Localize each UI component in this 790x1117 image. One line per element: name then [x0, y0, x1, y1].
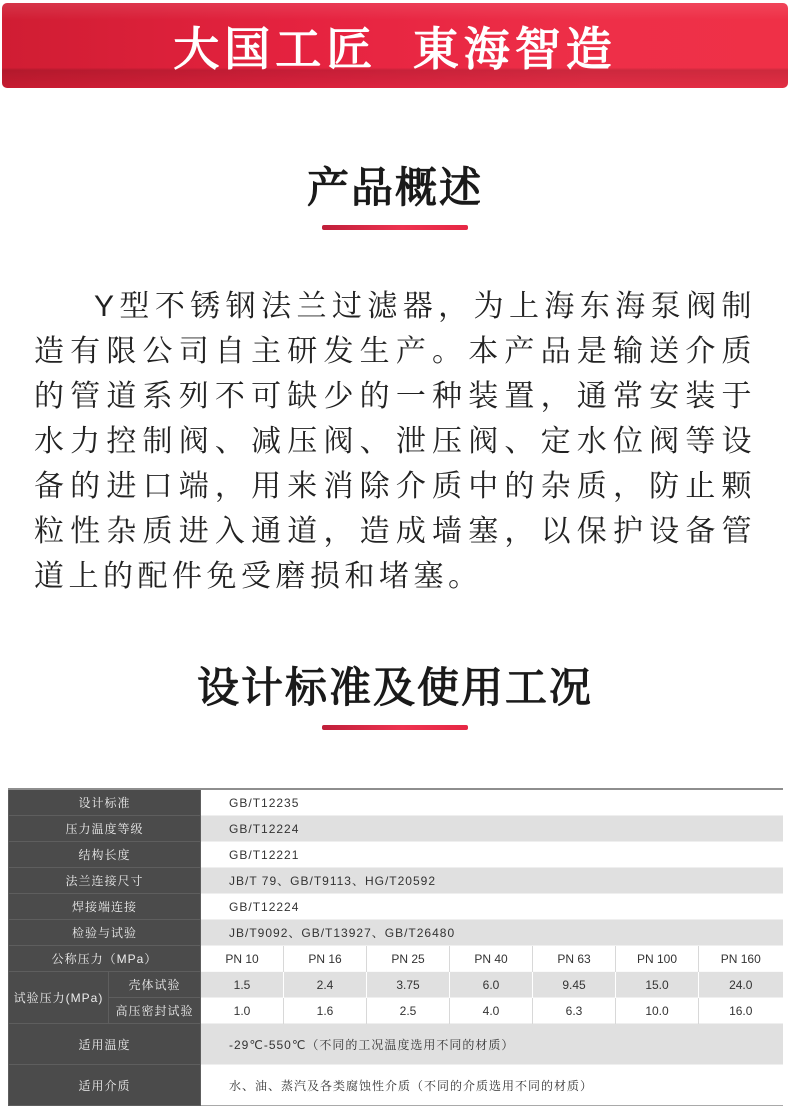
spec-row-inspection-test: [9, 920, 783, 946]
pn-cell: PN 40: [450, 946, 533, 972]
spec-row-shell-test: [9, 972, 783, 998]
spec-value: JB/T9092、GB/T13927、GB/T26480: [201, 920, 783, 946]
pn-cell: PN 16: [284, 946, 367, 972]
value-cell: 10.0: [616, 998, 699, 1024]
value-cell: 3.75: [367, 972, 450, 998]
value-cell: 2.5: [367, 998, 450, 1024]
spec-row-temperature: [9, 1024, 783, 1065]
spec-value: GB/T12221: [201, 842, 783, 868]
heading-underline: [322, 225, 468, 230]
specs-section-head: [0, 665, 790, 730]
spec-row-flange-dims: [9, 868, 783, 894]
value-cell: 24.0: [699, 972, 783, 998]
overview-section-head: [0, 165, 790, 230]
spec-value: GB/T12224: [201, 816, 783, 842]
specs-heading: 设计标准及使用工况: [196, 664, 593, 711]
heading-underline: [322, 725, 468, 730]
spec-label: 适用温度: [9, 1024, 201, 1065]
top-banner: [2, 3, 788, 88]
spec-label: 结构长度: [9, 842, 201, 868]
value-cell: 2.4: [284, 972, 367, 998]
spec-row-structure-length: [9, 842, 783, 868]
spec-label: 焊接端连接: [9, 894, 201, 920]
pn-cell: PN 100: [616, 946, 699, 972]
spec-label: 设计标准: [9, 789, 201, 816]
value-cell: 15.0: [616, 972, 699, 998]
spec-label: 检验与试验: [9, 920, 201, 946]
spec-label: 法兰连接尺寸: [9, 868, 201, 894]
pn-cell: PN 63: [533, 946, 616, 972]
value-cell: 1.6: [284, 998, 367, 1024]
spec-value: GB/T12235: [201, 789, 783, 816]
spec-value: 水、油、蒸汽及各类腐蚀性介质（不同的介质选用不同的材质）: [201, 1065, 783, 1106]
spec-group-label: 试验压力(MPa): [9, 972, 109, 1024]
spec-row-pressure-temp-class: [9, 816, 783, 842]
spec-label: 公称压力（MPa）: [9, 946, 201, 972]
spec-sublabel: 壳体试验: [109, 972, 201, 998]
value-cell: 9.45: [533, 972, 616, 998]
spec-row-media: [9, 1065, 783, 1106]
overview-heading: 产品概述: [306, 164, 483, 211]
spec-row-design-standard: [9, 789, 783, 816]
spec-sublabel: 高压密封试验: [109, 998, 201, 1024]
value-cell: 6.0: [450, 972, 533, 998]
spec-label: 压力温度等级: [9, 816, 201, 842]
value-cell: 1.0: [201, 998, 284, 1024]
overview-paragraph: Y型不锈钢法兰过滤器，为上海东海泵阀制造有限公司自主研发生产。本产品是输送介质的管道系列不可缺少的一种装置，通常安装于水力控制阀、减压阀、泄压阀、定水位阀等设备的进口端，用来消除介质中的杂质，防止颗粒性杂质进入通道，造成墙塞，以保护设备管道上的配件免受磨损和堵塞。: [34, 290, 756, 593]
spec-value: -29℃-550℃（不同的工况温度选用不同的材质）: [201, 1024, 783, 1065]
spec-table: [8, 788, 783, 1106]
value-cell: 4.0: [450, 998, 533, 1024]
pn-cell: PN 10: [201, 946, 284, 972]
value-cell: 6.3: [533, 998, 616, 1024]
pn-cell: PN 160: [699, 946, 783, 972]
spec-value: GB/T12224: [201, 894, 783, 920]
spec-row-seal-test: [9, 998, 783, 1024]
spec-row-weld-end: [9, 894, 783, 920]
value-cell: 16.0: [699, 998, 783, 1024]
value-cell: 1.5: [201, 972, 284, 998]
spec-row-nominal-pressure: [9, 946, 783, 972]
spec-label: 适用介质: [9, 1065, 201, 1106]
banner-title: 大国工匠 東海智造: [173, 22, 617, 75]
pn-cell: PN 25: [367, 946, 450, 972]
spec-value: JB/T 79、GB/T9113、HG/T20592: [201, 868, 783, 894]
